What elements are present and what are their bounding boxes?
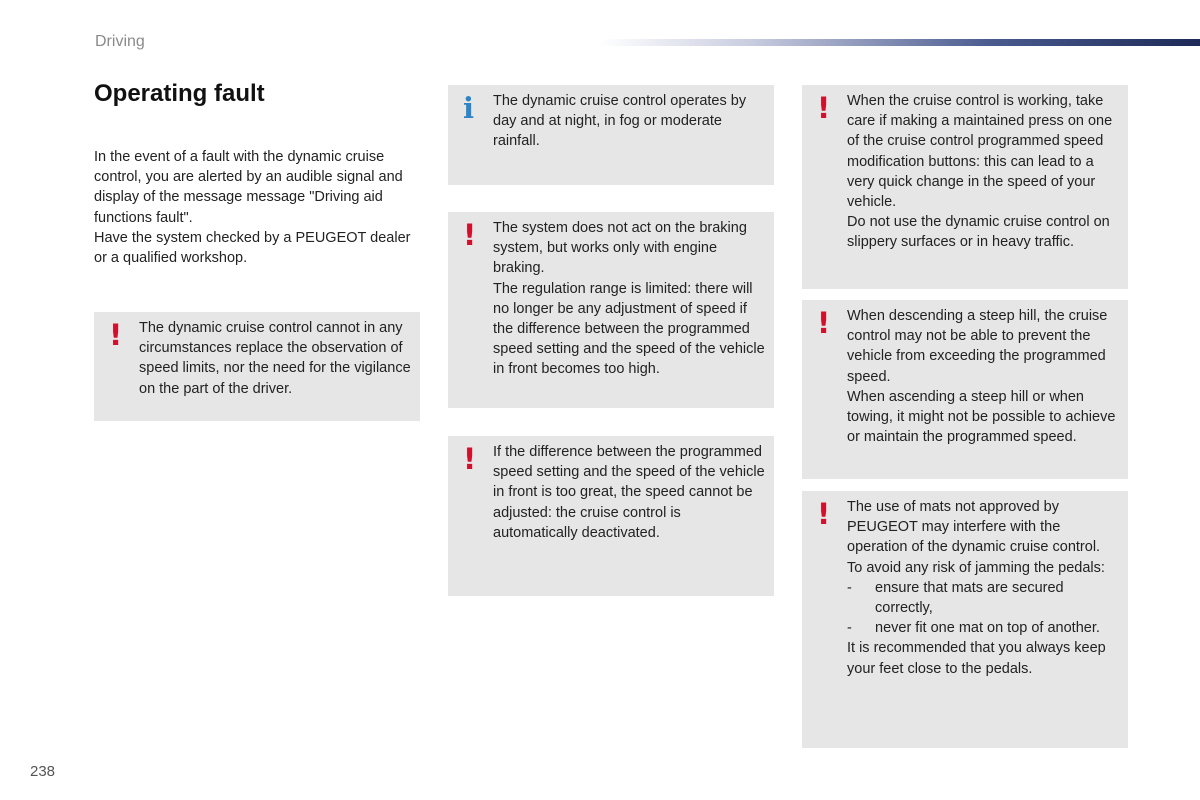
note-text bbox=[847, 306, 1122, 447]
note-text bbox=[493, 91, 768, 152]
bullet-dash: - bbox=[847, 579, 852, 596]
intro-text bbox=[94, 147, 424, 268]
warning-box-braking bbox=[448, 212, 774, 408]
intro-paragraph: Have the system checked by a PEUGEOT dealer or a qualified workshop. bbox=[94, 229, 411, 267]
warning-icon: ! bbox=[817, 306, 831, 340]
intro-paragraph: In the event of a fault with the dynamic cruise control, you are alerted by an audible signal and display of the message message "Driving aid functions fault". bbox=[94, 149, 403, 226]
warning-box-vigilance bbox=[94, 312, 420, 421]
bullet-item bbox=[847, 578, 1122, 618]
bullet-dash: - bbox=[847, 620, 852, 637]
note-paragraph: When the cruise control is working, take care if making a maintained press on one of the cruise control programmed speed modification buttons: this can lead to a very quick change in the speed of your vehicle. bbox=[847, 93, 1113, 211]
note-paragraph: When ascending a steep hill or when towing, it might not be possible to achieve or maintain the programmed speed. bbox=[847, 388, 1116, 446]
warning-box-mats bbox=[802, 491, 1128, 748]
warning-icon: ! bbox=[817, 497, 831, 531]
note-paragraph: It is recommended that you always keep your feet close to the pedals. bbox=[847, 640, 1106, 677]
warning-icon: ! bbox=[463, 442, 477, 476]
bullet-text: never fit one mat on top of another. bbox=[875, 620, 1100, 637]
note-paragraph: The system does not act on the braking system, but works only with engine braking. bbox=[493, 220, 747, 277]
note-text bbox=[493, 218, 768, 380]
note-text bbox=[493, 442, 768, 543]
note-paragraph: The dynamic cruise control cannot in any circumstances replace the observation of speed limits, nor the need for the vigilance on the part of the driver. bbox=[139, 320, 411, 397]
bullet-item bbox=[847, 618, 1122, 638]
note-paragraph: The regulation range is limited: there will no longer be any adjustment of speed if the difference between the programmed speed setting and the speed of the vehicle in front becomes too high. bbox=[493, 280, 765, 378]
note-paragraph: When descending a steep hill, the cruise control may not be able to prevent the vehicle from exceeding the programmed speed. bbox=[847, 308, 1108, 385]
page-number: 238 bbox=[30, 763, 56, 780]
warning-box-buttons bbox=[802, 85, 1128, 289]
bullet-text: ensure that mats are secured correctly, bbox=[875, 579, 1064, 617]
warning-icon: ! bbox=[463, 218, 477, 252]
note-paragraph: The dynamic cruise control operates by day and at night, in fog or moderate rainfall. bbox=[493, 93, 747, 150]
info-icon: i bbox=[463, 91, 475, 125]
note-paragraph: To avoid any risk of jamming the pedals: bbox=[847, 559, 1105, 576]
note-text bbox=[847, 91, 1122, 253]
warning-icon: ! bbox=[109, 318, 123, 352]
page-title: Operating fault bbox=[94, 80, 265, 107]
note-paragraph: Do not use the dynamic cruise control on slippery surfaces or in heavy traffic. bbox=[847, 214, 1110, 251]
note-text bbox=[139, 318, 414, 399]
warning-box-hill bbox=[802, 300, 1128, 479]
note-paragraph: The use of mats not approved by PEUGEOT may interfere with the operation of the dynamic cruise control. bbox=[847, 499, 1101, 556]
warning-box-difference bbox=[448, 436, 774, 596]
info-box-operation bbox=[448, 85, 774, 185]
section-label: Driving bbox=[95, 33, 145, 50]
note-text bbox=[847, 497, 1122, 679]
note-paragraph: If the difference between the programmed speed setting and the speed of the vehicle in front is too great, the speed cannot be adjusted: the cruise control is automatically deactivated. bbox=[493, 444, 765, 541]
warning-icon: ! bbox=[817, 91, 831, 125]
header-gradient-bar bbox=[600, 39, 1200, 46]
